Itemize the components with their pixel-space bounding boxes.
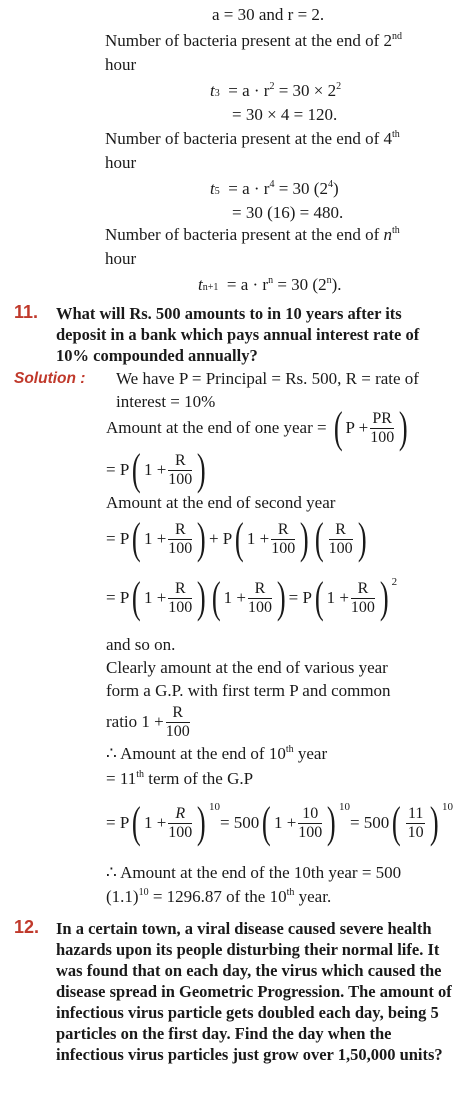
- text-line: a = 30 and r = 2.: [212, 5, 325, 24]
- equation-line: = 30 × 4 = 120.: [232, 105, 338, 124]
- question-number: 11.: [14, 302, 39, 322]
- equation-line: = P ( 1 + $\frac{R}{100}$ ) ( 1 + $\frac{R}{100}$ ) = P ( 1 + $\frac{R}{100}$ ) 2: [106, 573, 398, 622]
- text-line: We have P = Principal = Rs. 500, R = rate of: [116, 369, 419, 388]
- equation-line: $t_5 = a \cdot r^4 = 30$ $(2^4)$: [210, 179, 339, 198]
- text-line: Number of bacteria present at the end of 4th: [105, 129, 400, 148]
- text-line: interest = 10%: [116, 392, 216, 411]
- equation-line: $t_3 = a \cdot r^2 = 30 \times 2^2$: [210, 81, 342, 100]
- solution-label: Solution :: [14, 370, 86, 387]
- text-line: and so on.: [106, 635, 176, 654]
- text-line: ∴ Amount at the end of 10th year: [106, 744, 328, 763]
- text-line: hour: [105, 55, 137, 74]
- question-number: 12.: [14, 917, 40, 937]
- text-line: Amount at the end of second year: [106, 493, 336, 512]
- text-line: hour: [105, 153, 137, 172]
- equation-line: = P ( 1 + $\frac{R}{100}$ ) 10 = 500 ( 1 + $\frac{10}{100}$ ) 10 = 500 ( $\frac{11}{10}$ ) 10: [106, 798, 454, 847]
- text-line: ∴ Amount at the end of the 10th year = 500: [106, 863, 402, 882]
- equation-line: = 30 (16) = 480.: [232, 203, 344, 222]
- question-text: What will Rs. 500 amounts to in 10 years after its deposit in a bank which pays annual interest rate of 10% compounded annually?: [56, 304, 420, 365]
- equation-line: = P ( 1 + $\frac{R}{100}$ ) + P ( 1 + $\frac{R}{100}$ ) ( $\frac{R}{100}$ ): [106, 514, 367, 563]
- text-line: Clearly amount at the end of various year: [106, 658, 388, 677]
- text-line: Number of bacteria present at the end of $n^{th}$: [105, 225, 400, 244]
- text-line: $(1.1)^{10} = 1296.87$ of the 10th year.: [106, 887, 332, 906]
- equation-ratio: ratio 1 + $\frac{R}{100}$: [106, 703, 190, 740]
- equation-line: $t_{n+1} = a \cdot r^n = 30$ (2$^n$).: [198, 275, 342, 294]
- question-text: In a certain town, a viral disease caused severe health hazards upon its people disturbing their normal life. It was found that on each day, the virus which caused the disease spread in Geometric Progression. The amount of infectious virus particle gets doubled each day, being 5 particles on the first day. Find the day when the infectious virus particles just grow over 1,50,000 units?: [56, 919, 452, 1064]
- text-line: Number of bacteria present at the end of 2nd: [105, 31, 402, 50]
- text-line: hour: [105, 249, 137, 268]
- text-line: = 11th term of the G.P: [106, 769, 254, 788]
- equation-amount-one-year: Amount at the end of one year = ( P + $\frac{PR}{100}$ ): [106, 403, 408, 452]
- equation-line: = P ( 1 + $\frac{R}{100}$ ): [106, 445, 207, 494]
- text-line: form a G.P. with first term P and common: [106, 681, 391, 700]
